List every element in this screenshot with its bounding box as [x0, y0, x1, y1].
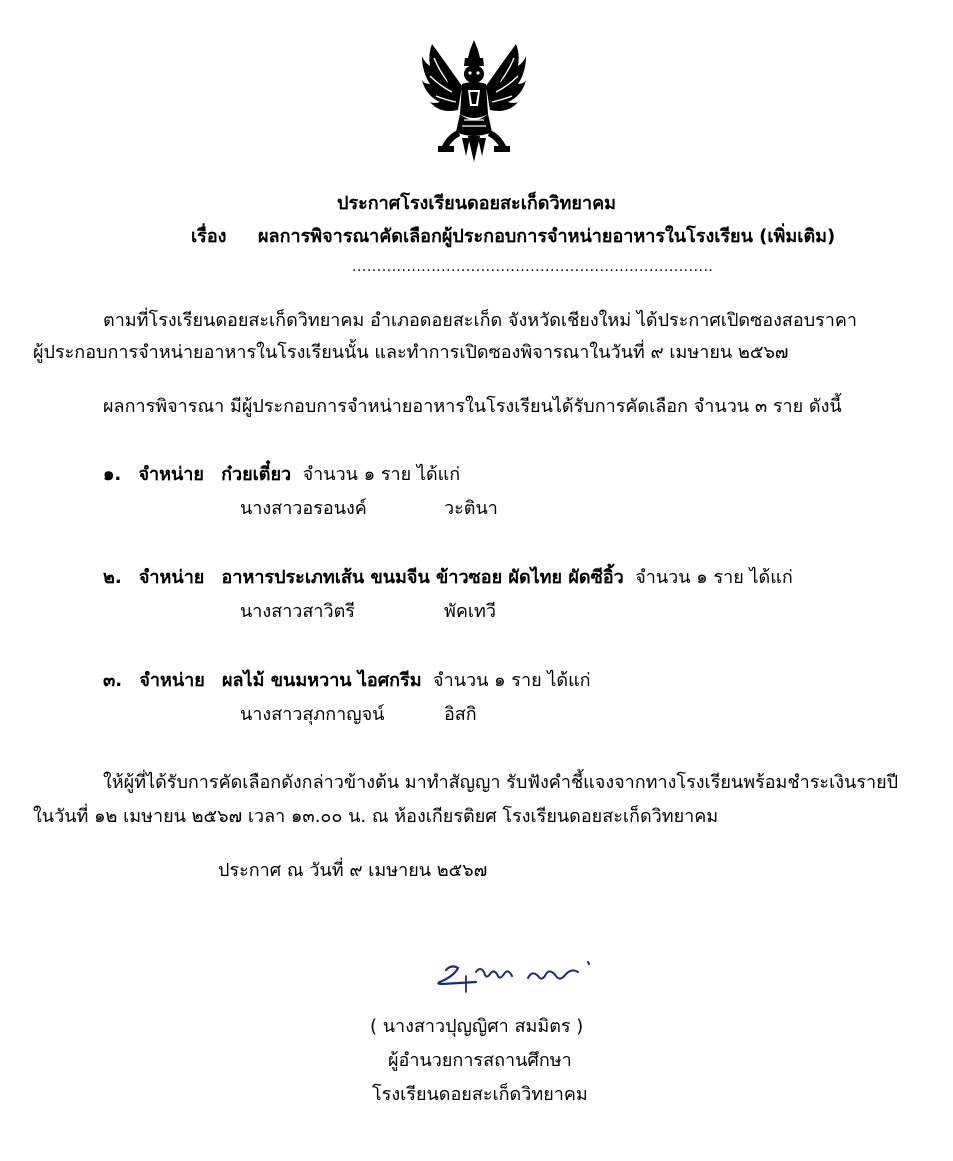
- announcement-date: ประกาศ ณ วันที่ ๙ เมษายน ๒๕๖๗: [218, 860, 488, 881]
- item-last-name: อิสกิ: [444, 704, 477, 725]
- paragraph-1-line-2: ผู้ประกอบการจำหน่ายอาหารในโรงเรียนนั้น และทำการเปิดซองพิจารณาในวันที่ ๙ เมษายน ๒๕๖๗: [33, 342, 789, 363]
- list-item: [103, 462, 460, 488]
- item-label: จำหน่าย: [138, 567, 205, 588]
- item-label: จำหน่าย: [139, 670, 205, 691]
- item-number: ๒.: [103, 567, 122, 588]
- paragraph-2: ผลการพิจารณา มีผู้ประกอบการจำหน่ายอาหารในโรงเรียนได้รับการคัดเลือก จำนวน ๓ ราย ดังนี้: [103, 396, 842, 417]
- paragraph-1-line-1: ตามที่โรงเรียนดอยสะเก็ดวิทยาคม อำเภอดอยสะเก็ด จังหวัดเชียงใหม่ ได้ประกาศเปิดซองสอบราคา: [103, 310, 858, 331]
- item-food: ก๋วยเตี๋ยว: [221, 464, 292, 485]
- list-item: [103, 668, 591, 694]
- item-first-name: นางสาวอรอนงค์: [240, 498, 367, 519]
- garuda-emblem-icon: [418, 36, 530, 166]
- list-item: [103, 565, 793, 591]
- item-first-name: นางสาวสุภกาญจน์: [240, 704, 385, 725]
- header-divider: .........................................................................: [352, 259, 714, 275]
- document-title: ประกาศโรงเรียนดอยสะเก็ดวิทยาคม: [337, 193, 616, 214]
- item-label: จำหน่าย: [138, 464, 204, 485]
- signatory-name: ( นางสาวปุญญิศา สมมิตร ): [370, 1016, 584, 1037]
- item-last-name: วะตินา: [444, 498, 498, 519]
- paragraph-3-line-2: ในวันที่ ๑๒ เมษายน ๒๕๖๗ เวลา ๑๓.๐๐ น. ณ ห้องเกียรติยศ โรงเรียนดอยสะเก็ดวิทยาคม: [33, 806, 719, 827]
- subject-label: เรื่อง: [191, 226, 227, 247]
- item-number: ๑.: [103, 464, 122, 485]
- paragraph-3-line-1: ให้ผู้ที่ได้รับการคัดเลือกดังกล่าวข้างต้น มาทำสัญญา รับฟังคำชี้แจงจากทางโรงเรียนพร้อมชำระเงินรายปี: [103, 772, 899, 793]
- item-last-name: พัคเทวี: [444, 601, 497, 622]
- item-first-name: นางสาวสาวิตรี: [240, 601, 355, 622]
- handwritten-signature: [432, 958, 592, 998]
- item-count: จำนวน ๑ ราย ได้แก่: [302, 464, 461, 485]
- item-number: ๓.: [103, 670, 123, 691]
- item-count: จำนวน ๑ ราย ได้แก่: [635, 567, 793, 588]
- item-food: ผลไม้ ขนมหวาน ไอศกรีม: [221, 670, 422, 691]
- item-count: จำนวน ๑ ราย ได้แก่: [433, 670, 591, 691]
- signatory-school: โรงเรียนดอยสะเก็ดวิทยาคม: [372, 1084, 588, 1105]
- signatory-position: ผู้อำนวยการสถานศึกษา: [388, 1050, 572, 1071]
- subject-text: ผลการพิจารณาคัดเลือกผู้ประกอบการจำหน่ายอาหารในโรงเรียน (เพิ่มเติม): [258, 226, 836, 247]
- item-food: อาหารประเภทเส้น ขนมจีน ข้าวซอย ผัดไทย ผัดซีอิ้ว: [221, 567, 624, 588]
